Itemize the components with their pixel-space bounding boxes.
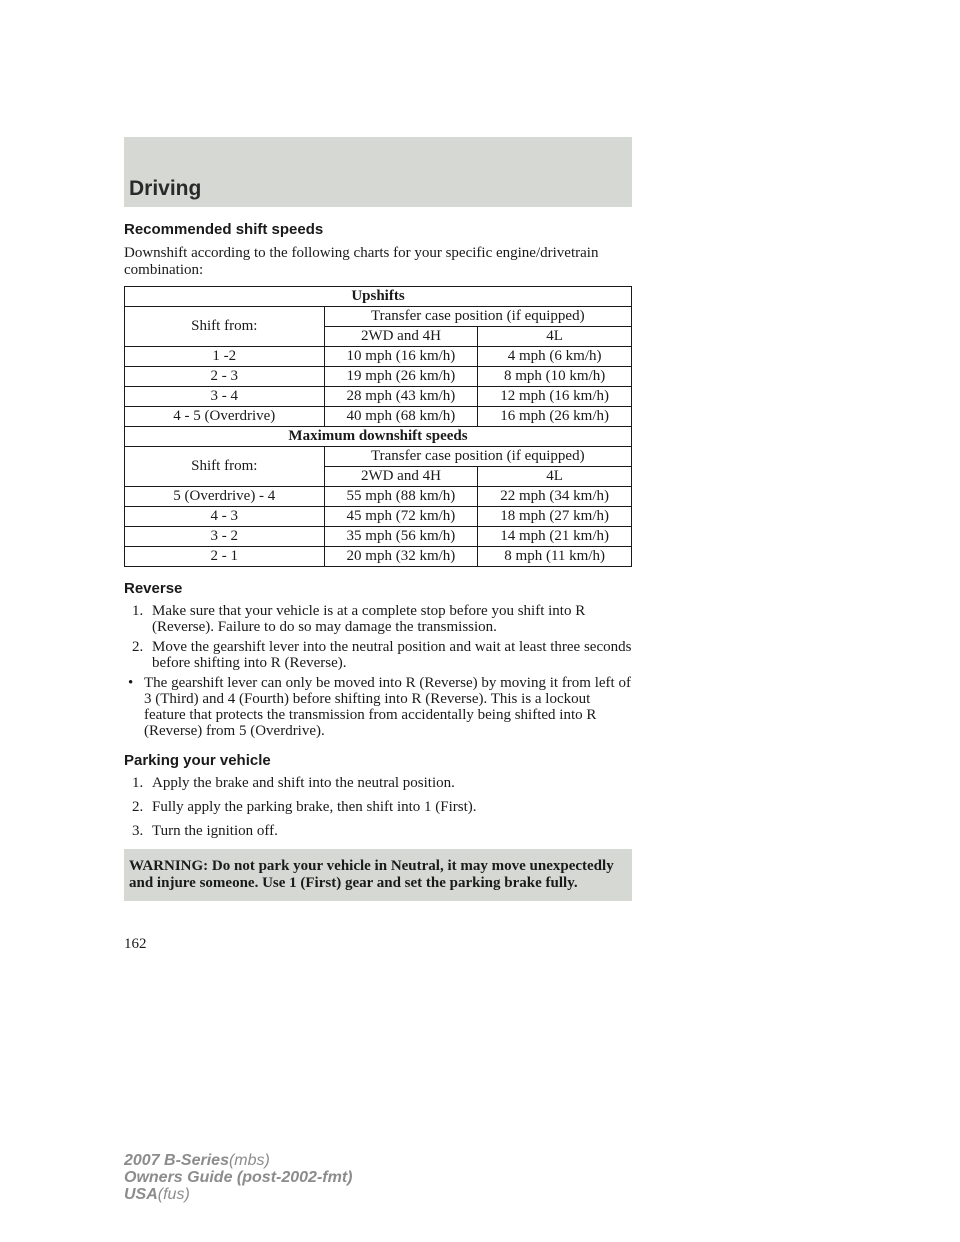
step-text: Turn the ignition off. [152, 823, 278, 839]
table-row [125, 367, 632, 387]
footer-model: 2007 B-Series [124, 1152, 229, 1169]
speed-2wd: 55 mph (88 km/h) [324, 487, 478, 507]
page-content [124, 220, 632, 901]
downshifts-transfer-case-label: Transfer case position (if equipped) [324, 447, 631, 467]
step-text: Apply the brake and shift into the neutral position. [152, 775, 455, 791]
shift-gear: 5 (Overdrive) - 4 [125, 487, 325, 507]
footer-guide: Owners Guide (post-2002-fmt) [124, 1169, 353, 1186]
parking-section [124, 751, 632, 901]
shift-gear: 4 - 5 (Overdrive) [125, 407, 325, 427]
shift-speeds-heading: Recommended shift speeds [124, 221, 324, 238]
speed-2wd: 40 mph (68 km/h) [324, 407, 478, 427]
downshifts-col-4l: 4L [478, 467, 632, 487]
table-row [125, 507, 632, 527]
speed-4l: 4 mph (6 km/h) [478, 347, 632, 367]
step-number: 3. [132, 823, 144, 839]
table-row [125, 547, 632, 567]
list-item [124, 799, 632, 815]
table-row [125, 487, 632, 507]
parking-steps [124, 775, 632, 839]
speed-4l: 18 mph (27 km/h) [478, 507, 632, 527]
footer-line-guide [124, 1169, 352, 1186]
step-number: 1. [132, 775, 144, 791]
footer-market: USA [124, 1186, 158, 1203]
bullet-text: The gearshift lever can only be moved into R (Reverse) by moving it from left of 3 (Third) and 4 (Fourth) before shifting into R (Reverse). This is a lockout feature that protects the transmission from accidentally being shifted into R (Reverse) from 5 (Overdrive). [144, 675, 631, 739]
speed-4l: 16 mph (26 km/h) [478, 407, 632, 427]
parking-heading: Parking your vehicle [124, 752, 271, 769]
reverse-lockout-note [124, 675, 632, 739]
shift-speeds-table [124, 286, 632, 567]
footer-model-code: (mbs) [228, 1152, 270, 1169]
upshifts-shift-from-label: Shift from: [125, 307, 325, 347]
upshifts-subheader-row [125, 307, 632, 327]
list-item [124, 603, 632, 635]
table-row [125, 407, 632, 427]
shift-gear: 2 - 1 [125, 547, 325, 567]
list-item [124, 823, 632, 839]
parking-warning-box: WARNING: Do not park your vehicle in Neutral, it may move unexpectedly and injure someone. Use 1 (First) gear and set the parking brake fully. [124, 849, 632, 901]
shift-gear: 2 - 3 [125, 367, 325, 387]
bullet-icon: • [128, 675, 134, 691]
section-header-band [124, 137, 632, 207]
downshifts-heading-row [125, 427, 632, 447]
step-number: 2. [132, 639, 144, 655]
shift-speeds-intro: Downshift according to the following charts for your specific engine/drivetrain combination: [124, 245, 599, 278]
shift-gear: 1 -2 [125, 347, 325, 367]
step-number: 2. [132, 799, 144, 815]
step-number: 1. [132, 603, 144, 619]
upshifts-heading: Upshifts [125, 287, 632, 307]
speed-2wd: 45 mph (72 km/h) [324, 507, 478, 527]
speed-4l: 22 mph (34 km/h) [478, 487, 632, 507]
speed-4l: 8 mph (11 km/h) [478, 547, 632, 567]
speed-2wd: 35 mph (56 km/h) [324, 527, 478, 547]
speed-4l: 14 mph (21 km/h) [478, 527, 632, 547]
downshifts-shift-from-label: Shift from: [125, 447, 325, 487]
footer-line-model [124, 1152, 352, 1169]
upshifts-transfer-case-label: Transfer case position (if equipped) [324, 307, 631, 327]
footer-market-code: (fus) [157, 1186, 190, 1203]
document-footer [124, 1152, 352, 1203]
reverse-heading: Reverse [124, 580, 183, 597]
list-item [124, 639, 632, 671]
step-text: Make sure that your vehicle is at a complete stop before you shift into R (Reverse). Failure to do so may damage the transmission. [152, 603, 586, 635]
page-number: 162 [124, 936, 147, 952]
upshifts-heading-row [125, 287, 632, 307]
downshifts-subheader-row [125, 447, 632, 467]
speed-2wd: 19 mph (26 km/h) [324, 367, 478, 387]
upshifts-col-2wd: 2WD and 4H [324, 327, 478, 347]
step-text: Fully apply the parking brake, then shift into 1 (First). [152, 799, 477, 815]
step-text: Move the gearshift lever into the neutral position and wait at least three seconds before shifting into R (Reverse). [152, 639, 632, 671]
table-row [125, 347, 632, 367]
shift-gear: 4 - 3 [125, 507, 325, 527]
shift-gear: 3 - 4 [125, 387, 325, 407]
list-item [124, 775, 632, 791]
upshifts-col-4l: 4L [478, 327, 632, 347]
table-row [125, 527, 632, 547]
reverse-section [124, 579, 632, 739]
reverse-steps [124, 603, 632, 671]
speed-2wd: 10 mph (16 km/h) [324, 347, 478, 367]
footer-line-market [124, 1186, 352, 1203]
section-title: Driving [129, 177, 202, 200]
speed-4l: 8 mph (10 km/h) [478, 367, 632, 387]
speed-4l: 12 mph (16 km/h) [478, 387, 632, 407]
downshifts-heading: Maximum downshift speeds [125, 427, 632, 447]
speed-2wd: 20 mph (32 km/h) [324, 547, 478, 567]
downshifts-col-2wd: 2WD and 4H [324, 467, 478, 487]
table-row [125, 387, 632, 407]
shift-gear: 3 - 2 [125, 527, 325, 547]
speed-2wd: 28 mph (43 km/h) [324, 387, 478, 407]
